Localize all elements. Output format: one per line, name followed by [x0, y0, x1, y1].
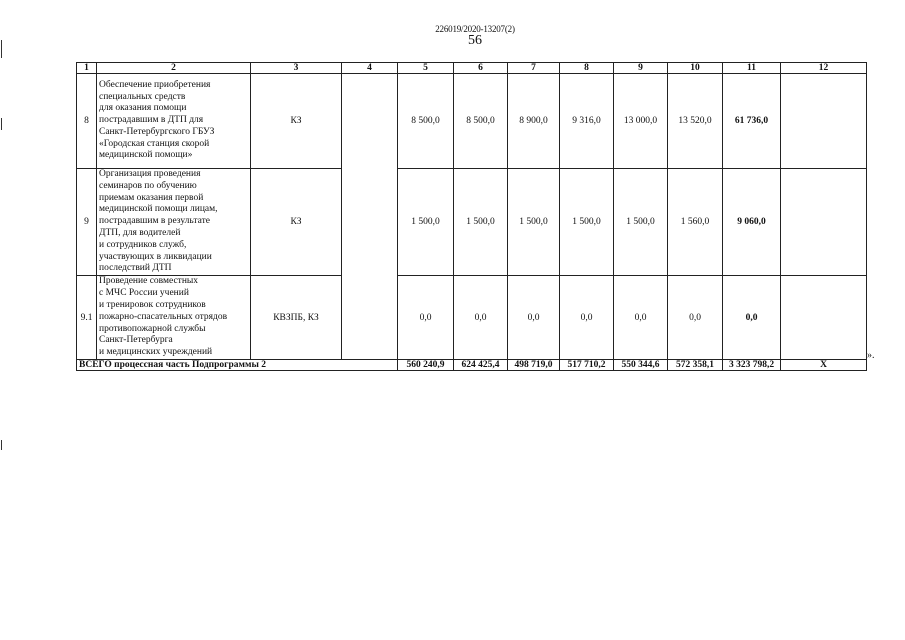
table-row — [77, 169, 867, 276]
description-line: последствий ДТП — [99, 263, 172, 274]
description-line: медицинской помощи» — [99, 150, 193, 161]
note-cell — [781, 169, 867, 276]
value-cell: 13 520,0 — [668, 74, 723, 169]
budget-table — [76, 62, 867, 371]
description-line: противопожарной службы — [99, 323, 206, 334]
total-value-cell: 517 710,2 — [560, 360, 614, 371]
executor-cell: КВЗПБ, КЗ — [251, 276, 342, 360]
table-row — [77, 74, 867, 169]
description-line: пожарно-спасательных отрядов — [99, 311, 228, 322]
value-cell: 1 500,0 — [398, 169, 454, 276]
description-line: Санкт-Петербургского ГБУЗ — [99, 126, 215, 137]
table-row — [77, 276, 867, 360]
description-line: ДТП, для водителей — [99, 227, 181, 238]
empty-cell — [342, 74, 398, 360]
activity-description — [97, 276, 251, 360]
value-cell: 0,0 — [668, 276, 723, 360]
total-cell: 9 060,0 — [723, 169, 781, 276]
value-cell: 1 560,0 — [668, 169, 723, 276]
value-cell: 8 500,0 — [398, 74, 454, 169]
description-line: пострадавшим в ДТП для — [99, 115, 204, 126]
value-cell: 8 900,0 — [508, 74, 560, 169]
col-header: 12 — [781, 63, 867, 74]
page-number: 56 — [468, 33, 482, 48]
total-value-cell: 550 344,6 — [614, 360, 668, 371]
description-line: Обеспечение приобретения — [99, 79, 211, 90]
col-header: 11 — [723, 63, 781, 74]
left-margin-mark — [1, 40, 2, 58]
value-cell: 0,0 — [454, 276, 508, 360]
activity-description — [97, 169, 251, 276]
col-header: 1 — [77, 63, 97, 74]
col-header: 2 — [97, 63, 251, 74]
description-line: участвующих в ликвидации — [99, 251, 212, 262]
value-cell: 13 000,0 — [614, 74, 668, 169]
description-line: и медицинских учреждений — [99, 347, 213, 358]
description-line: специальных средств — [99, 91, 186, 102]
description-line: медицинской помощи лицам, — [99, 204, 218, 215]
description-line: Санкт-Петербурга — [99, 335, 173, 346]
grand-total-cell: 3 323 798,2 — [723, 360, 781, 371]
value-cell: 1 500,0 — [454, 169, 508, 276]
value-cell: 1 500,0 — [508, 169, 560, 276]
note-cell — [781, 276, 867, 360]
value-cell: 8 500,0 — [454, 74, 508, 169]
description-line: «Городская станция скорой — [99, 138, 210, 149]
description-line: и сотрудников служб, — [99, 239, 187, 250]
col-header: 9 — [614, 63, 668, 74]
total-value-cell: 498 719,0 — [508, 360, 560, 371]
total-cell: 61 736,0 — [723, 74, 781, 169]
col-header: 6 — [454, 63, 508, 74]
col-header: 5 — [398, 63, 454, 74]
total-value-cell: 624 425,4 — [454, 360, 508, 371]
total-row — [77, 360, 867, 371]
value-cell: 0,0 — [560, 276, 614, 360]
col-header: 7 — [508, 63, 560, 74]
value-cell: 9 316,0 — [560, 74, 614, 169]
description-line: семинаров по обучению — [99, 180, 197, 191]
total-note-cell: X — [781, 360, 867, 371]
col-header: 10 — [668, 63, 723, 74]
row-number: 9.1 — [77, 276, 97, 360]
value-cell: 0,0 — [614, 276, 668, 360]
description-line: Организация проведения — [99, 169, 201, 179]
closing-quote-mark: ». — [867, 350, 875, 361]
total-value-cell: 572 358,1 — [668, 360, 723, 371]
col-header: 8 — [560, 63, 614, 74]
value-cell: 1 500,0 — [560, 169, 614, 276]
col-header: 3 — [251, 63, 342, 74]
left-margin-mark — [1, 118, 2, 130]
value-cell: 1 500,0 — [614, 169, 668, 276]
description-line: пострадавшим в результате — [99, 216, 210, 227]
total-value-cell: 560 240,9 — [398, 360, 454, 371]
executor-cell: КЗ — [251, 74, 342, 169]
note-cell — [781, 74, 867, 169]
value-cell: 0,0 — [508, 276, 560, 360]
row-number: 9 — [77, 169, 97, 276]
executor-cell: КЗ — [251, 169, 342, 276]
column-number-row — [77, 63, 867, 74]
row-number: 8 — [77, 74, 97, 169]
col-header: 4 — [342, 63, 398, 74]
value-cell: 0,0 — [398, 276, 454, 360]
description-line: Проведение совместных — [99, 276, 199, 287]
total-cell: 0,0 — [723, 276, 781, 360]
total-label: ВСЕГО процессная часть Подпрограммы 2 — [77, 360, 398, 371]
document-id: 226019/2020-13207(2) — [435, 24, 515, 34]
description-line: приемам оказания первой — [99, 192, 204, 203]
description-line: для оказания помощи — [99, 103, 187, 114]
description-line: с МЧС России учений — [99, 288, 189, 299]
description-line: и тренировок сотрудников — [99, 299, 206, 310]
left-margin-mark — [1, 440, 2, 450]
activity-description — [97, 74, 251, 169]
